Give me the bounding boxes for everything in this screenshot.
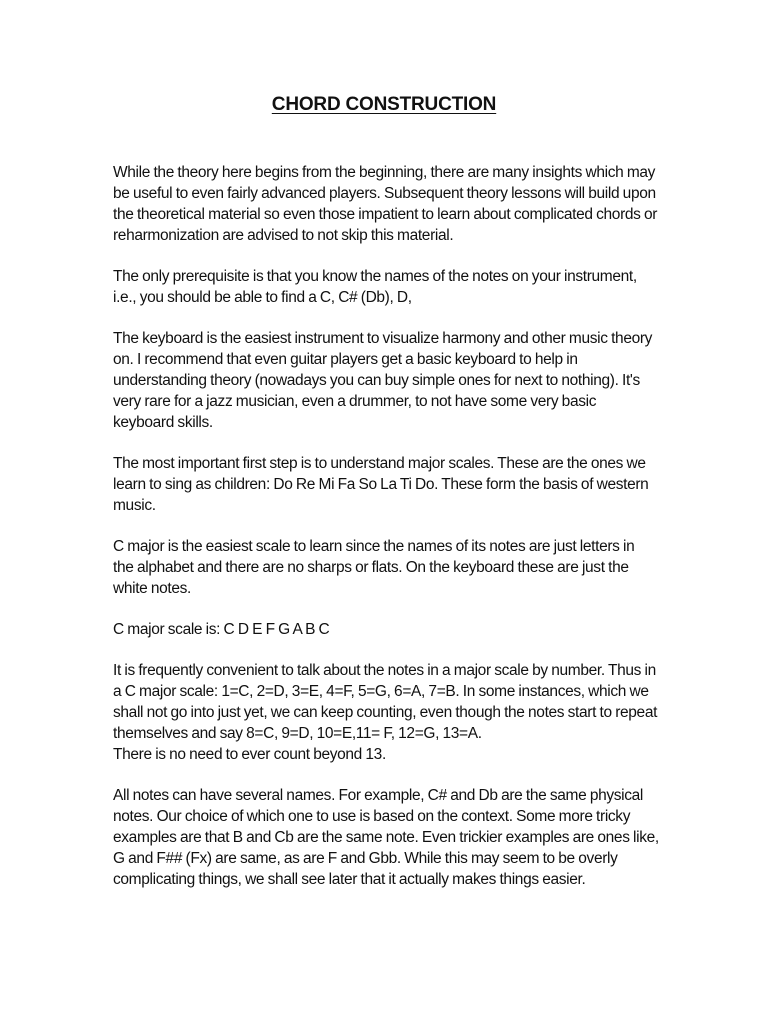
text-line: white notes. <box>113 580 192 597</box>
text-line: There is no need to ever count beyond 13. <box>113 746 386 763</box>
text-line: be useful to even fairly advanced players. Subsequent theory lessons will build upon <box>113 185 656 202</box>
page-title: CHORD CONSTRUCTION <box>271 94 497 115</box>
paragraph-3 <box>113 328 663 433</box>
text-line: themselves and say 8=C, 9=D, 10=E,11= F, 12=G, 13=A. <box>113 725 482 742</box>
paragraph-2 <box>113 266 663 308</box>
text-line: C major is the easiest scale to learn since the names of its notes are just letters in <box>113 538 635 555</box>
text-line: complicating things, we shall see later that it actually makes things easier. <box>113 871 586 888</box>
text-line: While the theory here begins from the beginning, there are many insights which may <box>113 164 656 181</box>
text-line: keyboard skills. <box>113 414 213 431</box>
text-line: understanding theory (nowadays you can buy simple ones for next to nothing). It's <box>113 372 640 389</box>
text-line: very rare for a jazz musician, even a drummer, to not have some very basic <box>113 393 597 410</box>
paragraph-8 <box>113 785 663 890</box>
paragraph-4 <box>113 453 663 516</box>
text-line: i.e., you should be able to find a C, C# (Db), D, <box>113 289 412 306</box>
text-line: learn to sing as children: Do Re Mi Fa So La Ti Do. These form the basis of western <box>113 476 649 493</box>
text-line: The keyboard is the easiest instrument to visualize harmony and other music theory <box>113 330 653 347</box>
paragraph-5 <box>113 536 663 599</box>
paragraph-7 <box>113 660 663 765</box>
text-line: shall not go into just yet, we can keep counting, even though the notes start to repeat <box>113 704 658 721</box>
paragraph-6 <box>113 619 663 640</box>
text-line: All notes can have several names. For example, C# and Db are the same physical <box>113 787 644 804</box>
text-line: reharmonization are advised to not skip this material. <box>113 227 454 244</box>
text-line: It is frequently convenient to talk about the notes in a major scale by number. Thus in <box>113 662 656 679</box>
text-line: music. <box>113 497 156 514</box>
text-line: examples are that B and Cb are the same note. Even trickier examples are ones like, <box>113 829 659 846</box>
text-line: notes. Our choice of which one to use is based on the context. Some more tricky <box>113 808 631 825</box>
text-line: G and F## (Fx) are same, as are F and Gbb. While this may seem to be overly <box>113 850 618 867</box>
text-line: the theoretical material so even those impatient to learn about complicated chords or <box>113 206 658 223</box>
text-line: the alphabet and there are no sharps or flats. On the keyboard these are just the <box>113 559 629 576</box>
document-body <box>113 162 663 910</box>
text-line: The most important first step is to understand major scales. These are the ones we <box>113 455 646 472</box>
paragraph-1 <box>113 162 663 246</box>
text-line: on. I recommend that even guitar players get a basic keyboard to help in <box>113 351 578 368</box>
text-line: C major scale is: C D E F G A B C <box>113 621 330 638</box>
text-line: a C major scale: 1=C, 2=D, 3=E, 4=F, 5=G, 6=A, 7=B. In some instances, which we <box>113 683 649 700</box>
text-line: The only prerequisite is that you know the names of the notes on your instrument, <box>113 268 637 285</box>
